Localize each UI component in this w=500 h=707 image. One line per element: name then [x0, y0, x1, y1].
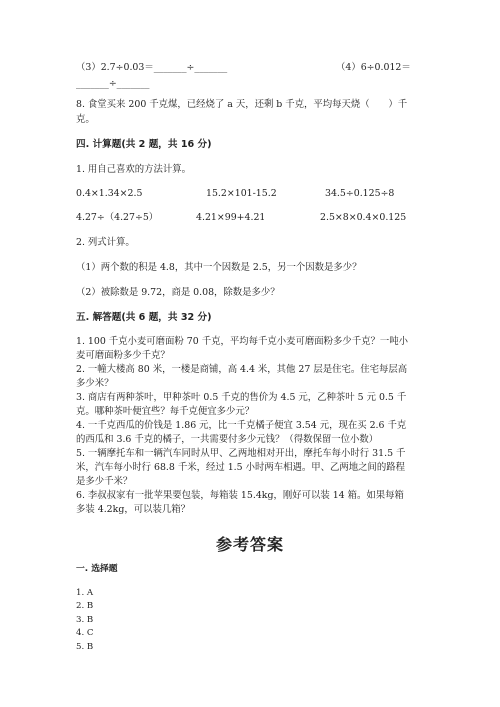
calc-item: 4.27÷（4.27÷5） [76, 212, 159, 223]
problem-line: 米，汽车每小时行 68.8 千米，经过 1.5 小时两车相遇。甲、乙两地之间的路程 [76, 462, 405, 473]
answers-heading: 一. 选择题 [76, 564, 118, 574]
question-4: （4）6÷0.012＝ [336, 62, 411, 73]
problem-line: 多装 4.2kg，可以装几箱？ [76, 504, 190, 515]
problem-line: 5. 一辆摩托车和一辆汽车同时从甲、乙两地相对开出，摩托车每小时行 31.5 千 [76, 448, 406, 459]
calc-instruction: 1. 用自己喜欢的方法计算。 [76, 164, 192, 175]
list-calc-item: （1）两个数的积是 4.8，其中一个因数是 2.5，另一个因数是多少？ [76, 262, 362, 273]
calc-item: 0.4×1.34×2.5 [76, 188, 143, 199]
answer-item: 3. B [76, 615, 94, 625]
list-calc-item: （2）被除数是 9.72，商是 0.08，除数是多少？ [76, 287, 280, 298]
problem-line: 麦可磨面粉多少千克？ [76, 350, 170, 361]
calc-item: 2.5×8×0.4×0.125 [320, 212, 407, 223]
problem-line: 多少米？ [76, 378, 114, 389]
calc-item: 4.21×99+4.21 [196, 212, 266, 223]
problem-line: 的西瓜和 3.6 千克的橘子，一共需要付多少元钱？（得数保留一位小数） [76, 434, 379, 445]
problem-line: 1. 100 千克小麦可磨面粉 70 千克，平均每千克小麦可磨面粉多少千克？一吨小 [76, 336, 408, 347]
calc-item: 34.5÷0.125÷8 [325, 188, 395, 199]
answer-item: 5. B [76, 642, 94, 652]
question-4-continued: _______÷_______ [76, 78, 150, 89]
answer-item: 1. A [76, 588, 94, 598]
section-5-heading: 五. 解答题(共 6 题，共 32 分) [76, 312, 212, 323]
problem-line: 克。哪种茶叶便宜些？每千克便宜多少元？ [76, 406, 255, 417]
problem-line: 3. 商店有两种茶叶，甲种茶叶 0.5 千克的售价为 4.5 元，乙种茶叶 5 元 0.5 千 [76, 392, 407, 403]
problem-line: 4. 一千克西瓜的价钱是 1.86 元，比一千克橘子便宜 3.54 元，现在买 2.6 千克 [76, 420, 407, 431]
list-calc-instruction: 2. 列式计算。 [76, 237, 135, 248]
calc-item: 15.2×101-15.2 [206, 188, 277, 199]
problem-line: 6. 李叔叔家有一批苹果要包装，每箱装 15.4kg，刚好可以装 14 箱。如果每箱 [76, 490, 404, 501]
problem-line: 是多少千米？ [76, 476, 133, 487]
question-3: （3）2.7÷0.03＝_______÷_______ [76, 62, 228, 73]
answers-title: 参考答案 [215, 535, 284, 554]
problem-line: 2. 一幢大楼高 80 米，一楼是商铺，高 4.4 米，其他 27 层是住宅。住宅每层高 [76, 364, 408, 375]
section-4-heading: 四. 计算题(共 2 题，共 16 分) [76, 139, 212, 150]
answer-item: 2. B [76, 601, 94, 611]
answer-item: 4. C [76, 628, 94, 638]
question-8-continued: 克。 [76, 114, 95, 125]
question-8: 8. 食堂买来 200 千克煤，已经烧了 a 天，还剩 b 千克，平均每天烧（ ）千 [76, 99, 408, 110]
